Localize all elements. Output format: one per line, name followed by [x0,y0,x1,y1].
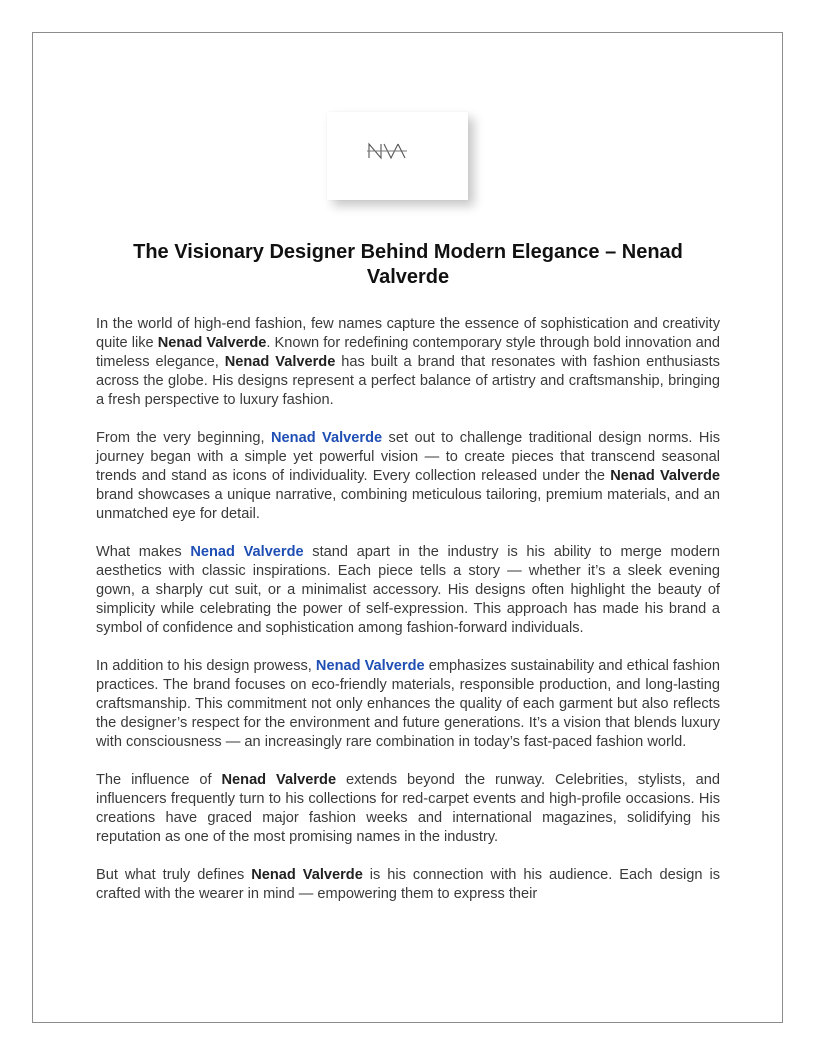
designer-name: Nenad Valverde [221,772,337,788]
paragraph-6 [96,866,720,904]
designer-name-link[interactable]: Nenad Valverde [315,658,425,674]
paragraph-text: In the world of high-end fashion, few names capture the essence of sophistication and creativity quite like [96,316,720,351]
designer-name-link[interactable]: Nenad Valverde [190,544,304,560]
paragraph-text: extends beyond the runway. Celebrities, stylists, and influencers frequently turn to his collections for red-carpet events and high-profile occasions. His creations have graced major fashion weeks and international magazines, solidifying his reputation as one of the most promising names in the industry. [96,772,720,845]
paragraph-text: emphasizes sustainability and ethical fashion practices. The brand focuses on eco-friendly materials, responsible production, and long-lasting craftsmanship. This commitment not only enhances the quality of each garment but also reflects the designer’s respect for the environment and future generations. It’s a vision that blends luxury with consciousness — an increasingly rare combination in today’s fast-paced fashion world. [96,658,720,750]
paragraph-text: The influence of [96,772,222,788]
paragraph-text: set out to challenge traditional design norms. His journey began with a simple yet powerful vision — to create pieces that transcend seasonal trends and stand as icons of individuality. Every collection released under the [96,430,720,484]
paragraph-1 [96,315,720,410]
paragraph-text: But what truly defines [96,867,252,883]
paragraph-5 [96,771,720,847]
article-body [96,315,720,923]
nv-monogram-logo [367,142,409,160]
designer-name: Nenad Valverde [157,335,267,351]
designer-name: Nenad Valverde [610,468,720,484]
paragraph-text: stand apart in the industry is his ability to merge modern aesthetics with classic inspirations. Each piece tells a story — whether it’s a sleek evening gown, a sharply cut suit, or a minimalist accessory. His designs often highlight the beauty of simplicity while celebrating the power of self-expression. This approach has made his brand a symbol of confidence and sophistication among fashion-forward individuals. [96,544,720,636]
paragraph-3 [96,543,720,638]
paragraph-text: is his connection with his audience. Each design is crafted with the wearer in mind — empowering them to express their [96,867,720,902]
logo-card [327,112,468,200]
designer-name-link[interactable]: Nenad Valverde [271,430,383,446]
paragraph-4 [96,657,720,752]
paragraph-text: brand showcases a unique narrative, combining meticulous tailoring, premium materials, and an unmatched eye for detail. [96,487,720,522]
page-title: The Visionary Designer Behind Modern Elegance – Nenad Valverde [133,241,683,288]
designer-name: Nenad Valverde [224,354,336,370]
designer-name: Nenad Valverde [251,867,363,883]
paragraph-text: From the very beginning, [96,430,272,446]
paragraph-text: What makes [96,544,191,560]
paragraph-2 [96,429,720,524]
paragraph-text: . Known for redefining contemporary style through bold innovation and timeless elegance, [96,335,721,370]
paragraph-text: has built a brand that resonates with fashion enthusiasts across the globe. His designs represent a perfect balance of artistry and craftsmanship, bringing a fresh perspective to luxury fashion. [96,354,720,408]
paragraph-text: In addition to his design prowess, [96,658,316,674]
